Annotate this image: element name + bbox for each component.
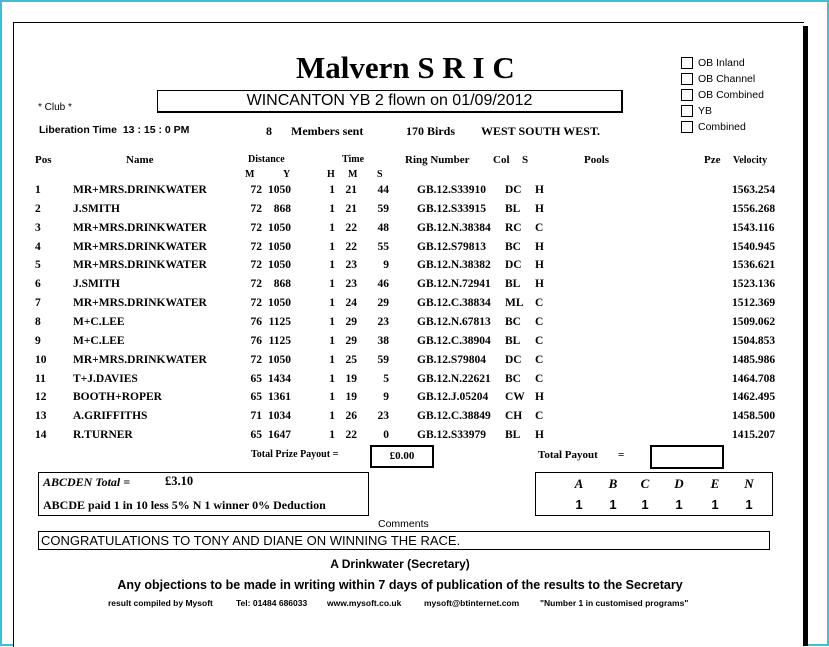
table-cell-pos: 14	[35, 429, 47, 442]
table-cell-col: BC	[505, 372, 521, 385]
pool-letter: E	[710, 476, 720, 491]
table-cell-m: 72	[250, 297, 262, 310]
table-cell-velocity: 1462.495	[732, 391, 776, 404]
table-cell-velocity: 1464.708	[732, 372, 776, 385]
option-ob-inland[interactable]: OB Inland	[681, 55, 764, 71]
table-cell-name: A.GRIFFITHS	[73, 410, 148, 423]
table-cell-sex: H	[535, 259, 544, 272]
table-cell-name: MR+MRS.DRINKWATER	[73, 184, 207, 196]
table-cell-name: MR+MRS.DRINKWATER	[73, 259, 207, 272]
club-title: Malvern S R I C	[296, 50, 515, 85]
table-cell-ring: GB.12.S79813	[417, 240, 487, 253]
table-cell-m: 72	[250, 278, 262, 291]
table-cell-col: BL	[505, 334, 521, 347]
table-cell-h: 1	[329, 259, 335, 272]
table-cell-y: 1125	[268, 315, 291, 328]
table-cell-velocity: 1563.254	[732, 184, 776, 196]
table-cell-pos: 7	[35, 297, 41, 310]
pool-value: 1	[675, 497, 683, 512]
comments-label: Comments	[378, 518, 429, 530]
table-cell-name: M+C.LEE	[73, 334, 125, 347]
table-cell-col: BC	[505, 240, 521, 253]
table-cell-h: 1	[329, 334, 335, 347]
table-cell-pos: 6	[35, 278, 41, 291]
table-cell-y: 1050	[268, 221, 291, 234]
table-cell-col: CW	[505, 391, 525, 404]
table-cell-s: 9	[383, 259, 389, 272]
table-cell-ring: GB.12.C.38834	[417, 297, 491, 310]
wind-direction: WEST SOUTH WEST.	[481, 124, 601, 138]
table-cell-s: 55	[377, 240, 389, 253]
table-cell-s: 23	[377, 410, 389, 423]
table-cell-y: 868	[273, 278, 291, 291]
table-cell-y: 1050	[268, 353, 291, 366]
table-cell-y: 1050	[268, 297, 291, 310]
table-cell-name: R.TURNER	[73, 429, 133, 442]
table-cell-pos: 4	[35, 240, 41, 253]
table-cell-sex: H	[535, 202, 544, 215]
checkbox[interactable]	[681, 73, 693, 85]
table-cell-h: 1	[329, 297, 335, 310]
option-combined[interactable]: Combined	[681, 119, 764, 135]
table-cell-col: RC	[505, 221, 522, 234]
col-name: Name	[126, 154, 154, 166]
total-payout-label: Total Payout	[538, 449, 598, 461]
col-sex: S	[522, 154, 529, 166]
table-cell-m: 72	[250, 202, 262, 215]
table-cell-min: 26	[345, 410, 357, 423]
table-cell-name: J.SMITH	[73, 278, 120, 291]
race-title: WINCANTON YB 2 flown on 01/09/2012	[157, 90, 623, 113]
option-yb[interactable]: YB	[681, 103, 764, 119]
table-cell-velocity: 1458.500	[732, 410, 776, 423]
table-cell-col: DC	[505, 184, 522, 196]
telephone: Tel: 01484 686033	[236, 598, 308, 608]
abcden-label: ABCDEN Total =	[43, 475, 131, 489]
checkbox[interactable]	[681, 121, 693, 133]
table-cell-min: 19	[345, 391, 357, 404]
table-cell-m: 72	[250, 184, 262, 196]
liberation-time: Liberation Time 13 : 15 : 0 PM	[39, 124, 190, 136]
table-cell-ring: GB.12.J.05204	[417, 391, 489, 404]
table-cell-s: 23	[377, 315, 389, 328]
table-cell-h: 1	[329, 221, 335, 234]
table-cell-sex: C	[535, 353, 544, 366]
table-cell-h: 1	[329, 372, 335, 385]
table-cell-s: 9	[383, 391, 389, 404]
table-cell-s: 44	[377, 184, 389, 196]
table-cell-name: MR+MRS.DRINKWATER	[73, 353, 207, 366]
checkbox[interactable]	[681, 89, 693, 101]
table-cell-sex: C	[535, 315, 544, 328]
table-cell-name: BOOTH+ROPER	[73, 391, 162, 404]
table-cell-s: 29	[377, 297, 389, 310]
table-cell-pos: 10	[35, 353, 47, 366]
table-cell-pos: 5	[35, 259, 41, 272]
total-payout-equals: =	[618, 449, 625, 461]
pool-letter: B	[608, 476, 618, 491]
table-cell-name: MR+MRS.DRINKWATER	[73, 221, 207, 234]
col-yards: Y	[283, 169, 291, 180]
race-options	[681, 55, 764, 135]
col-minutes: M	[348, 169, 358, 180]
table-cell-ring: GB.12.S33915	[417, 202, 487, 215]
table-cell-velocity: 1415.207	[732, 429, 776, 442]
table-cell-h: 1	[329, 429, 335, 442]
option-ob-channel[interactable]: OB Channel	[681, 71, 764, 87]
table-cell-min: 19	[345, 372, 357, 385]
table-cell-pos: 1	[35, 184, 41, 196]
table-cell-m: 72	[250, 221, 262, 234]
col-pos: Pos	[35, 154, 52, 166]
table-cell-ring: GB.12.C.38904	[417, 334, 491, 347]
table-cell-m: 72	[250, 240, 262, 253]
table-cell-col: BL	[505, 202, 521, 215]
table-cell-m: 71	[250, 410, 262, 423]
table-cell-min: 21	[345, 202, 357, 215]
pools-box	[535, 472, 773, 516]
table-cell-min: 22	[345, 240, 357, 253]
table-cell-col: DC	[505, 353, 522, 366]
table-cell-velocity: 1512.369	[732, 297, 776, 310]
table-cell-pos: 12	[35, 391, 47, 404]
table-cell-m: 76	[250, 334, 262, 347]
total-prize-label: Total Prize Payout =	[251, 449, 339, 460]
table-cell-y: 868	[273, 202, 291, 215]
table-cell-velocity: 1509.062	[732, 315, 776, 328]
table-cell-y: 1050	[268, 240, 291, 253]
table-cell-s: 59	[377, 353, 389, 366]
table-cell-min: 23	[345, 259, 357, 272]
table-cell-name: J.SMITH	[73, 202, 120, 215]
table-cell-col: ML	[505, 297, 524, 310]
table-cell-pos: 13	[35, 410, 47, 423]
checkbox[interactable]	[681, 57, 693, 69]
table-cell-y: 1050	[268, 184, 291, 196]
pool-letter: C	[640, 476, 650, 491]
table-cell-sex: C	[535, 334, 544, 347]
table-cell-h: 1	[329, 278, 335, 291]
members-count: 8	[266, 124, 272, 138]
table-cell-min: 24	[345, 297, 357, 310]
table-cell-velocity: 1485.986	[732, 353, 776, 366]
table-cell-min: 22	[345, 221, 357, 234]
table-cell-min: 25	[345, 353, 357, 366]
table-cell-name: T+J.DAVIES	[73, 372, 138, 385]
abcden-note: ABCDE paid 1 in 10 less 5% N 1 winner 0% Deduction	[43, 498, 326, 512]
secretary: A Drinkwater (Secretary)	[330, 557, 470, 571]
table-cell-y: 1125	[268, 334, 291, 347]
members-label: Members sent	[291, 124, 364, 138]
col-miles: M	[245, 169, 255, 180]
col-colour: Col	[493, 154, 510, 166]
table-cell-pos: 3	[35, 221, 41, 234]
table-cell-m: 72	[250, 259, 262, 272]
pool-letter: D	[674, 476, 684, 491]
pool-letter: A	[574, 476, 584, 491]
table-cell-pos: 9	[35, 334, 41, 347]
col-pools: Pools	[584, 154, 610, 166]
col-hours: H	[327, 169, 335, 180]
table-cell-pos: 11	[35, 372, 46, 385]
table-cell-h: 1	[329, 353, 335, 366]
col-seconds: S	[377, 169, 383, 180]
pool-letter: N	[744, 476, 754, 491]
table-cell-y: 1434	[268, 372, 291, 385]
objection-notice: Any objections to be made in writing within 7 days of publication of the results to the Secretary	[117, 578, 683, 592]
table-cell-name: MR+MRS.DRINKWATER	[73, 240, 207, 253]
table-cell-s: 38	[377, 334, 389, 347]
table-cell-min: 21	[345, 184, 357, 196]
table-cell-velocity: 1556.268	[732, 202, 776, 215]
table-cell-h: 1	[329, 391, 335, 404]
table-cell-ring: GB.12.N.67813	[417, 315, 491, 328]
table-cell-ring: GB.12.N.22621	[417, 372, 491, 385]
table-cell-velocity: 1523.136	[732, 278, 776, 291]
page-shadow	[803, 26, 808, 646]
table-cell-min: 29	[345, 315, 357, 328]
abcden-value: £3.10	[165, 474, 194, 488]
table-cell-sex: C	[535, 410, 544, 423]
club-label: * Club *	[38, 102, 72, 113]
table-cell-velocity: 1504.853	[732, 334, 776, 347]
table-cell-name: MR+MRS.DRINKWATER	[73, 297, 207, 310]
total-payout-value	[650, 445, 724, 469]
table-cell-velocity: 1536.621	[732, 259, 776, 272]
table-cell-y: 1361	[268, 391, 291, 404]
total-prize-value: £0.00	[370, 445, 434, 468]
table-cell-sex: H	[535, 278, 544, 291]
table-cell-min: 23	[345, 278, 357, 291]
table-cell-h: 1	[329, 184, 335, 196]
table-cell-m: 65	[250, 429, 262, 442]
table-cell-min: 29	[345, 334, 357, 347]
table-cell-m: 65	[250, 372, 262, 385]
option-ob-combined[interactable]: OB Combined	[681, 87, 764, 103]
table-cell-s: 5	[383, 372, 389, 385]
table-cell-ring: GB.12.N.38384	[417, 221, 491, 234]
table-cell-ring: GB.12.N.38382	[417, 259, 491, 272]
table-cell-ring: GB.12.S33910	[417, 184, 487, 196]
pool-value: 1	[641, 497, 649, 512]
table-cell-sex: C	[535, 372, 544, 385]
birds-count: 170 Birds	[406, 124, 456, 138]
pool-value: 1	[745, 497, 753, 512]
pool-value: 1	[575, 497, 583, 512]
email-link[interactable]: mysoft@btinternet.com	[424, 598, 520, 608]
table-cell-sex: H	[535, 184, 544, 196]
table-cell-m: 76	[250, 315, 262, 328]
comments-text: CONGRATULATIONS TO TONY AND DIANE ON WINNING THE RACE.	[38, 531, 770, 550]
pool-value: 1	[609, 497, 617, 512]
table-cell-y: 1034	[268, 410, 291, 423]
table-cell-velocity: 1543.116	[732, 221, 775, 234]
table-cell-col: BL	[505, 429, 521, 442]
col-pze: Pze	[704, 154, 721, 166]
table-cell-col: DC	[505, 259, 522, 272]
table-cell-sex: H	[535, 429, 544, 442]
table-cell-s: 59	[377, 202, 389, 215]
table-cell-s: 46	[377, 278, 389, 291]
table-cell-sex: C	[535, 297, 544, 310]
col-velocity: Velocity	[733, 155, 768, 166]
table-cell-ring: GB.12.S79804	[417, 353, 487, 366]
table-cell-velocity: 1540.945	[732, 240, 776, 253]
col-ring: Ring Number	[405, 154, 470, 166]
table-cell-h: 1	[329, 410, 335, 423]
table-cell-min: 22	[345, 429, 357, 442]
table-cell-y: 1647	[268, 429, 291, 442]
table-cell-pos: 8	[35, 315, 41, 328]
slogan: "Number 1 in customised programs"	[540, 598, 689, 608]
table-cell-sex: H	[535, 391, 544, 404]
table-cell-ring: GB.12.C.38849	[417, 410, 491, 423]
table-cell-ring: GB.12.N.72941	[417, 278, 491, 291]
table-cell-sex: C	[535, 221, 544, 234]
table-cell-col: CH	[505, 410, 523, 423]
checkbox[interactable]	[681, 105, 693, 117]
table-cell-m: 65	[250, 391, 262, 404]
table-cell-s: 48	[377, 221, 389, 234]
table-cell-s: 0	[383, 429, 389, 442]
website-link[interactable]: www.mysoft.co.uk	[327, 598, 402, 608]
table-cell-h: 1	[329, 202, 335, 215]
table-cell-pos: 2	[35, 202, 41, 215]
table-cell-m: 72	[250, 353, 262, 366]
table-cell-h: 1	[329, 315, 335, 328]
table-cell-ring: GB.12.S33979	[417, 429, 487, 442]
table-cell-h: 1	[329, 240, 335, 253]
compiled-by: result compiled by Mysoft	[108, 598, 213, 608]
col-time: Time	[342, 154, 365, 165]
table-cell-col: BC	[505, 315, 521, 328]
table-cell-name: M+C.LEE	[73, 315, 125, 328]
col-distance: Distance	[248, 154, 285, 165]
pool-value: 1	[711, 497, 719, 512]
table-cell-col: BL	[505, 278, 521, 291]
table-cell-y: 1050	[268, 259, 291, 272]
table-cell-sex: H	[535, 240, 544, 253]
